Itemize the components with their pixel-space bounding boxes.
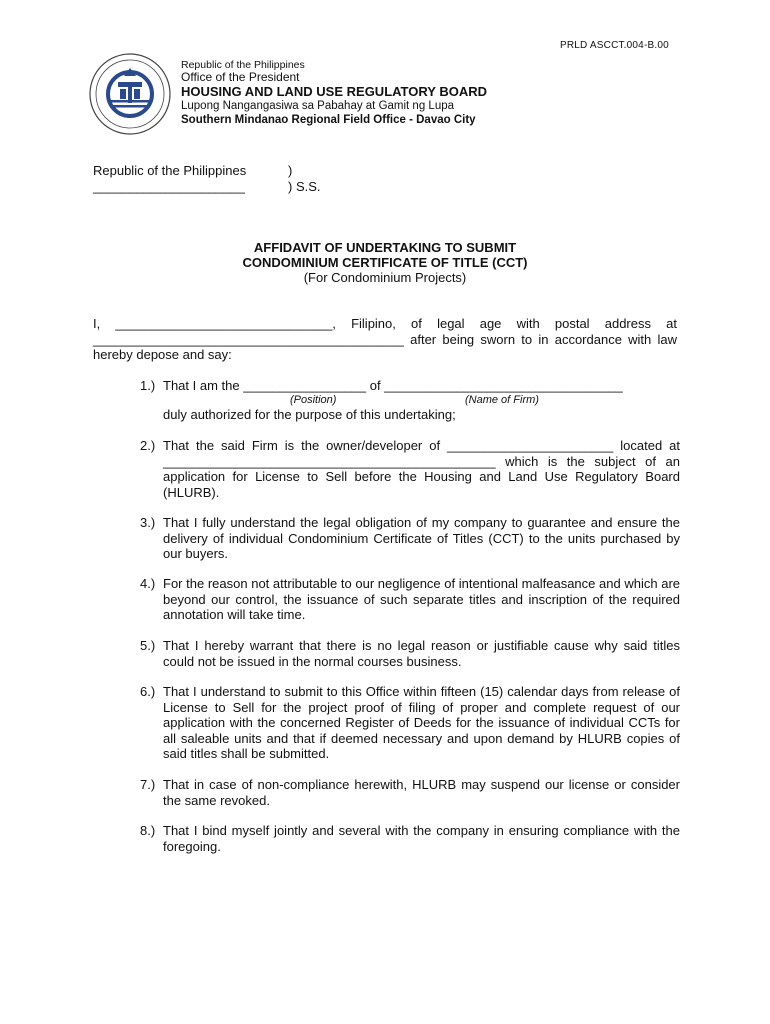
header-agency: HOUSING AND LAND USE REGULATORY BOARD bbox=[181, 84, 487, 99]
header-tagalog: Lupong Nangangasiwa sa Pabahay at Gamit ng Lupa bbox=[181, 100, 455, 112]
venue-country: Republic of the Philippines bbox=[93, 163, 247, 178]
item-text: That I am the _________________ of _________________________________ bbox=[163, 378, 623, 393]
position-label: (Position) bbox=[290, 393, 337, 406]
item-text-continued: duly authorized for the purpose of this undertaking; bbox=[163, 406, 456, 422]
list-item bbox=[140, 638, 680, 669]
item-number: 6.) bbox=[140, 684, 156, 699]
item-text: That I hereby warrant that there is no legal reason or justifiable cause why said titles could not be issued in the normal courses business. bbox=[163, 638, 680, 669]
title-line-1: AFFIDAVIT OF UNDERTAKING TO SUBMIT bbox=[253, 240, 517, 255]
venue-blank: _____________________ bbox=[93, 179, 245, 194]
intro-paragraph: I, ______________________________, Filipino, of legal age with postal address at ___________________________________________ after being sworn to in accordance with law hereby depose and say: bbox=[93, 316, 677, 362]
list-item bbox=[140, 777, 680, 808]
title-subtitle: (For Condominium Projects) bbox=[303, 270, 467, 285]
document-code: PRLD ASCCT.004-B.00 bbox=[560, 40, 669, 51]
item-number: 3.) bbox=[140, 515, 156, 530]
item-text: That I understand to submit to this Office within fifteen (15) calendar days from release of License to Sell for the project proof of filing of proper and complete request of our application with the concerned Register of Deeds for the issuance of individual CCTs for all saleable units and that if deemed necessary and upon demand by HLURB copies of said titles shall be submitted. bbox=[163, 684, 680, 761]
item-text: That in case of non-compliance herewith, HLURB may suspend our license or consider the same revoked. bbox=[163, 777, 680, 808]
header-regional-office: Southern Mindanao Regional Field Office - Davao City bbox=[181, 114, 476, 126]
item-number: 2.) bbox=[140, 438, 156, 453]
venue-paren: ) bbox=[288, 163, 293, 178]
list-item bbox=[140, 684, 680, 762]
item-number: 5.) bbox=[140, 638, 156, 653]
list-item bbox=[140, 576, 680, 623]
list-item bbox=[140, 515, 680, 562]
item-text: That I fully understand the legal obligation of my company to guarantee and ensure the delivery of individual Condominium Certificate of Titles (CCT) to the units purchased by our buyers. bbox=[163, 515, 680, 561]
item-text: That I bind myself jointly and several with the company in ensuring compliance with the foregoing. bbox=[163, 823, 680, 854]
item-number: 4.) bbox=[140, 576, 156, 591]
item-text: That the said Firm is the owner/developer of _______________________ located at ______________________________________________ which is the subject of an application for License to Sell before the Housing and Land Use Regulatory Board (HLURB). bbox=[163, 438, 680, 500]
title-line-2: CONDOMINIUM CERTIFICATE OF TITLE (CCT) bbox=[242, 255, 528, 270]
venue-ss: ) S.S. bbox=[288, 179, 321, 194]
list-item bbox=[140, 438, 680, 500]
firm-label: (Name of Firm) bbox=[465, 393, 539, 406]
item-number: 8.) bbox=[140, 823, 156, 838]
list-item bbox=[140, 823, 680, 854]
header-republic: Republic of the Philippines bbox=[181, 59, 305, 71]
item-number: 1.) bbox=[140, 378, 156, 393]
hlurb-seal-logo bbox=[88, 52, 172, 136]
item-number: 7.) bbox=[140, 777, 156, 792]
item-text: For the reason not attributable to our negligence of intentional malfeasance and which are beyond our control, the issuance of such separate titles and inscription of the required annotation will take time. bbox=[163, 576, 680, 622]
header-office: Office of the President bbox=[181, 70, 300, 84]
list-item bbox=[140, 378, 680, 422]
